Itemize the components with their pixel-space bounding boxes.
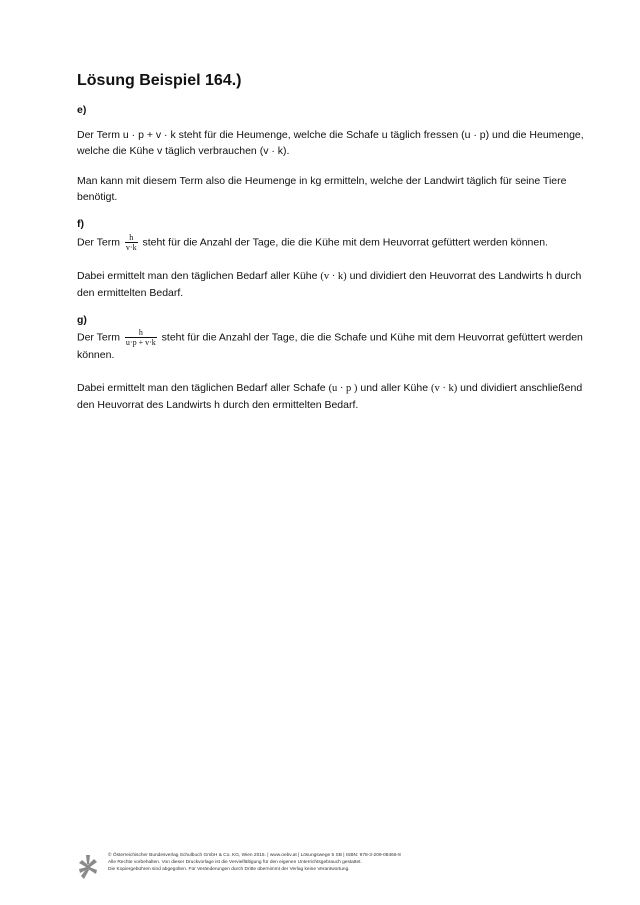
section-g-p2-math-2: (v · k): [431, 383, 458, 394]
section-f-paragraph-2: [77, 268, 597, 301]
section-f-p2-math: (v · k): [320, 271, 347, 282]
fraction-f: [125, 233, 138, 252]
section-g-p2-text-c: und dividiert anschließend den Heuvorrat des Landwirts h durch den ermittelten Bedarf.: [77, 382, 583, 411]
section-g-p2-text-b: und aller Kühe: [360, 382, 429, 394]
section-e-paragraph-1: Der Term u · p + v · k steht für die Heumenge, welche die Schafe u täglich fressen (u · p) und die Heumenge, welche die Kühe v täglich verbrauchen (v · k).: [77, 129, 584, 157]
section-e-label: e): [77, 104, 87, 116]
section-f-label: f): [77, 218, 84, 230]
section-g-paragraph-2: [77, 380, 597, 413]
fraction-f-numerator: h: [125, 233, 138, 243]
section-f-paragraph-1: [77, 233, 597, 252]
fraction-g-denominator: u·p + v·k: [125, 338, 156, 347]
section-g-label: g): [77, 314, 87, 326]
section-f-lead-text: Der Term: [77, 236, 120, 249]
section-g-rest-text: steht für die Anzahl der Tage, die die Schafe und Kühe mit dem Heuvorrat gefüttert werden können.: [77, 331, 583, 361]
fraction-f-denominator: v·k: [125, 243, 137, 252]
footer-line-3: Die Kopiergebühren sind abgegolten. Für Veränderungen durch Dritte übernimmt der Verlag keine Verantwortung.: [108, 867, 350, 873]
footer-line-2: Alle Rechte vorbehalten. Von dieser Druckvorlage ist die Vervielfältigung für den eigenen Unterrichtsgebrauch gestattet.: [108, 860, 362, 866]
section-e-paragraph-2: Man kann mit diesem Term also die Heumenge in kg ermitteln, welche der Landwirt täglich für seine Tiere benötigt.: [77, 175, 567, 203]
section-f-p2-text-b: und dividiert den Heuvorrat des Landwirts h durch den ermittelten Bedarf.: [77, 270, 582, 299]
fraction-g: [125, 328, 157, 347]
publisher-logo-icon: [78, 854, 98, 880]
section-g-p2-text-a: Dabei ermittelt man den täglichen Bedarf aller Schafe: [77, 382, 326, 394]
footer-line-1: © Österreichischer Bundesverlag Schulbuch GmbH & Co. KG, Wien 2015. | www.oebv.at | Lösungswege 5 SB | ISBN: 978-3-209-08466-8: [108, 853, 401, 858]
section-g-lead-text: Der Term: [77, 331, 120, 344]
section-g-paragraph-1: [77, 328, 597, 363]
footer-text: [108, 852, 401, 874]
section-f-rest-text: steht für die Anzahl der Tage, die die Kühe mit dem Heuvorrat gefüttert werden können.: [142, 236, 548, 249]
fraction-g-numerator: h: [125, 328, 157, 338]
section-f-p2-text-a: Dabei ermittelt man den täglichen Bedarf aller Kühe: [77, 270, 318, 282]
section-g-p2-math-1: (u · p ): [328, 383, 358, 394]
page-title: Lösung Beispiel 164.): [77, 72, 242, 89]
